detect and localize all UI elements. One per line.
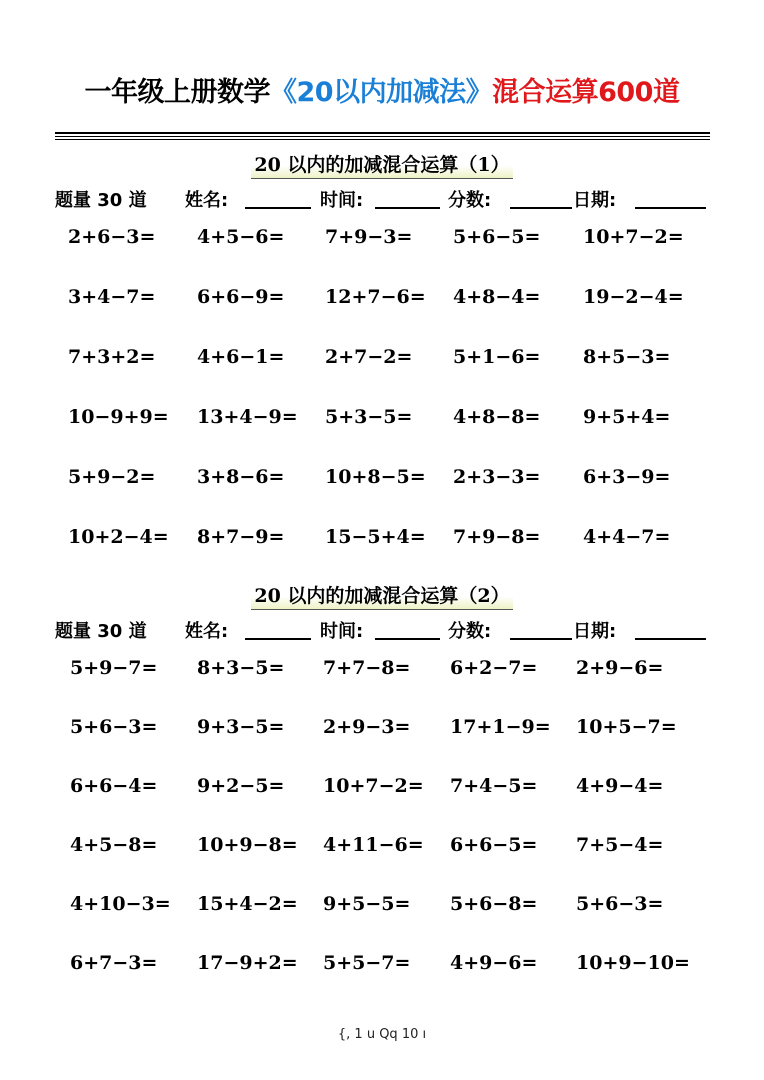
problem: 10+7−2= [323,775,424,797]
problem: 7+5−4= [576,834,664,856]
name-label: 姓名: [185,190,229,211]
problem: 5+6−5= [453,226,541,248]
problem: 17−9+2= [197,952,298,974]
problem: 10+9−10= [576,952,690,974]
problem: 4+8−8= [453,406,541,428]
question-count: 题量 30 道 [55,190,147,211]
header-rule-bottom [55,139,710,140]
title-part-2: 《20以内加减法》 [270,77,493,108]
problem: 5+5−7= [323,952,411,974]
problem: 2+9−6= [576,657,664,679]
problem: 5+6−8= [450,893,538,915]
problem: 10+8−5= [325,466,426,488]
problem: 7+3+2= [68,346,156,368]
problem: 4+9−6= [450,952,538,974]
problem: 4+5−6= [197,226,285,248]
problem: 2+9−3= [323,716,411,738]
problem: 9+5−5= [323,893,411,915]
problem: 6+6−9= [197,286,285,308]
score-label: 分数: [448,621,492,642]
problem: 2+6−3= [68,226,156,248]
time-label: 时间: [320,190,364,211]
problem: 9+3−5= [197,716,285,738]
problem: 10+2−4= [68,526,169,548]
problem: 15−5+4= [325,526,426,548]
time-label: 时间: [320,621,364,642]
date-field[interactable] [635,207,706,209]
problem: 7+9−8= [453,526,541,548]
problem: 15+4−2= [197,893,298,915]
problem: 7+9−3= [325,226,413,248]
problem: 2+7−2= [325,346,413,368]
page-title [0,70,764,109]
problem: 7+4−5= [450,775,538,797]
name-field[interactable] [245,207,311,209]
date-label: 日期: [573,621,617,642]
problem: 4+9−4= [576,775,664,797]
problem: 10−9+9= [68,406,169,428]
problem: 3+4−7= [68,286,156,308]
time-field[interactable] [375,207,440,209]
name-label: 姓名: [185,621,229,642]
title-part-3: 混合运算600道 [492,77,680,108]
problem: 6+7−3= [70,952,158,974]
name-field[interactable] [245,638,311,640]
section-title: 20 以内的加减混合运算（2） [0,581,764,610]
problem: 6+6−5= [450,834,538,856]
problem: 3+8−6= [197,466,285,488]
problem: 6+2−7= [450,657,538,679]
problem: 4+11−6= [323,834,424,856]
problem: 4+10−3= [70,893,171,915]
question-count: 题量 30 道 [55,621,147,642]
problem: 2+3−3= [453,466,541,488]
problem: 5+6−3= [70,716,158,738]
problem: 8+3−5= [197,657,285,679]
problem: 19−2−4= [583,286,684,308]
problem: 10+5−7= [576,716,677,738]
info-line [55,617,715,643]
time-field[interactable] [375,638,440,640]
score-field[interactable] [510,207,572,209]
score-label: 分数: [448,190,492,211]
header-rule-middle [55,136,710,137]
problem: 4+8−4= [453,286,541,308]
problem: 9+2−5= [197,775,285,797]
problem: 17+1−9= [450,716,551,738]
problem: 7+7−8= [323,657,411,679]
problem: 4+4−7= [583,526,671,548]
problem: 12+7−6= [325,286,426,308]
date-label: 日期: [573,190,617,211]
score-field[interactable] [510,638,572,640]
title-part-1: 一年级上册数学 [84,77,271,108]
page-footer: {, 1 u Qq 10 ı [337,1027,427,1042]
problem: 4+6−1= [197,346,285,368]
problem: 9+5+4= [583,406,671,428]
date-field[interactable] [635,638,706,640]
problem: 10+9−8= [197,834,298,856]
problem: 4+5−8= [70,834,158,856]
problem: 5+9−7= [70,657,158,679]
section-title: 20 以内的加减混合运算（1） [0,150,764,179]
problem: 6+3−9= [583,466,671,488]
problem: 5+9−2= [68,466,156,488]
problem: 5+6−3= [576,893,664,915]
problem: 6+6−4= [70,775,158,797]
problem: 10+7−2= [583,226,684,248]
header-rule-top [55,132,710,134]
problem: 8+7−9= [197,526,285,548]
info-line [55,186,715,212]
problem: 5+3−5= [325,406,413,428]
problem: 13+4−9= [197,406,298,428]
problem: 5+1−6= [453,346,541,368]
problem: 8+5−3= [583,346,671,368]
